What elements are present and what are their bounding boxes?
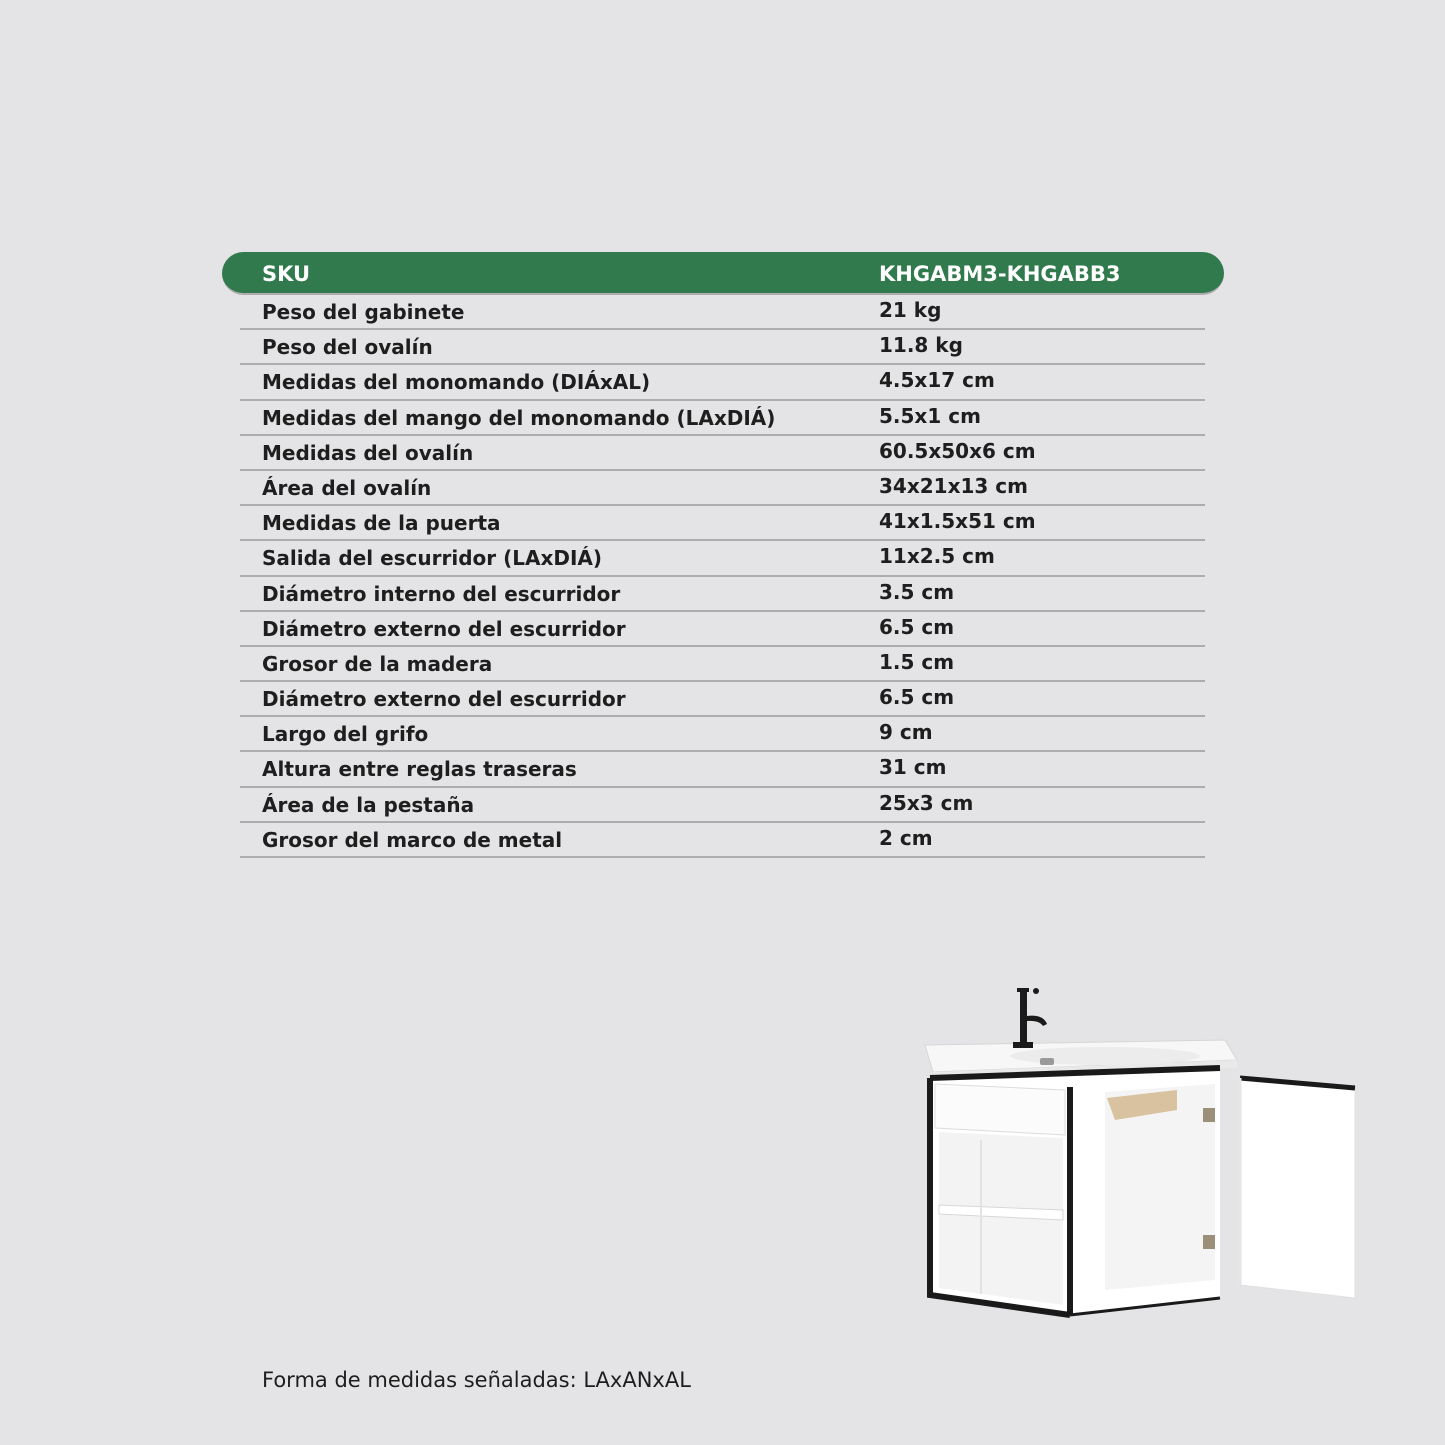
table-row bbox=[240, 682, 1205, 717]
row-value: 4.5x17 cm bbox=[879, 368, 995, 393]
table-row bbox=[240, 401, 1205, 436]
row-value: 3.5 cm bbox=[879, 579, 955, 604]
row-value: 6.5 cm bbox=[879, 685, 955, 710]
table-row bbox=[240, 647, 1205, 682]
row-value: 6.5 cm bbox=[879, 614, 955, 639]
measurement-footnote: Forma de medidas señaladas: LAxANxAL bbox=[262, 1368, 691, 1392]
row-label: Diámetro externo del escurridor bbox=[262, 616, 626, 641]
row-label: Altura entre reglas traseras bbox=[262, 757, 577, 782]
row-label: Diámetro externo del escurridor bbox=[262, 687, 626, 712]
row-label: Medidas del mango del monomando (LAxDIÁ) bbox=[262, 405, 776, 430]
table-row bbox=[240, 788, 1205, 823]
row-label: Diámetro interno del escurridor bbox=[262, 581, 621, 606]
table-row bbox=[240, 541, 1205, 576]
row-label: Medidas de la puerta bbox=[262, 511, 501, 536]
hinge-icon bbox=[1203, 1108, 1215, 1122]
row-label: Área de la pestaña bbox=[262, 792, 475, 817]
basin bbox=[1010, 1047, 1200, 1065]
row-value: 41x1.5x51 cm bbox=[879, 509, 1036, 534]
table-row bbox=[240, 577, 1205, 612]
row-value: 31 cm bbox=[879, 755, 947, 780]
row-value: 11.8 kg bbox=[879, 333, 963, 358]
table-row bbox=[240, 436, 1205, 471]
cabinet-door bbox=[1240, 1078, 1355, 1298]
table-row bbox=[240, 752, 1205, 787]
table-row bbox=[240, 506, 1205, 541]
row-value: 2 cm bbox=[879, 825, 933, 850]
row-label: Área del ovalín bbox=[262, 475, 432, 500]
table-row bbox=[240, 295, 1205, 330]
faucet-icon bbox=[1013, 988, 1047, 1048]
row-label: Peso del ovalín bbox=[262, 335, 433, 360]
row-label: Medidas del monomando (DIÁxAL) bbox=[262, 370, 651, 395]
spec-rows bbox=[240, 295, 1205, 858]
row-label: Grosor del marco de metal bbox=[262, 827, 563, 852]
table-row bbox=[240, 717, 1205, 752]
row-label: Largo del grifo bbox=[262, 722, 429, 747]
vanity-cabinet-image bbox=[915, 980, 1365, 1325]
spec-header bbox=[222, 252, 1224, 295]
table-row bbox=[240, 471, 1205, 506]
table-row bbox=[240, 365, 1205, 400]
table-row bbox=[240, 330, 1205, 365]
spec-table bbox=[222, 252, 1224, 858]
table-row bbox=[240, 823, 1205, 858]
row-label: Grosor de la madera bbox=[262, 651, 493, 676]
row-value: 5.5x1 cm bbox=[879, 403, 981, 428]
row-label: Peso del gabinete bbox=[262, 300, 465, 324]
hinge-icon bbox=[1203, 1235, 1215, 1249]
row-label: Medidas del ovalín bbox=[262, 440, 474, 465]
row-value: 1.5 cm bbox=[879, 649, 955, 674]
table-row bbox=[240, 612, 1205, 647]
row-value: 9 cm bbox=[879, 720, 933, 745]
row-value: 11x2.5 cm bbox=[879, 544, 995, 569]
row-value: 25x3 cm bbox=[879, 790, 974, 815]
sku-label: SKU bbox=[262, 262, 311, 286]
sku-value: KHGABM3-KHGABB3 bbox=[879, 262, 1121, 286]
drawer-front bbox=[935, 1084, 1065, 1135]
row-value: 21 kg bbox=[879, 298, 942, 322]
row-value: 34x21x13 cm bbox=[879, 473, 1028, 498]
row-label: Salida del escurridor (LAxDIÁ) bbox=[262, 546, 603, 571]
row-value: 60.5x50x6 cm bbox=[879, 438, 1036, 463]
drain bbox=[1040, 1058, 1054, 1065]
